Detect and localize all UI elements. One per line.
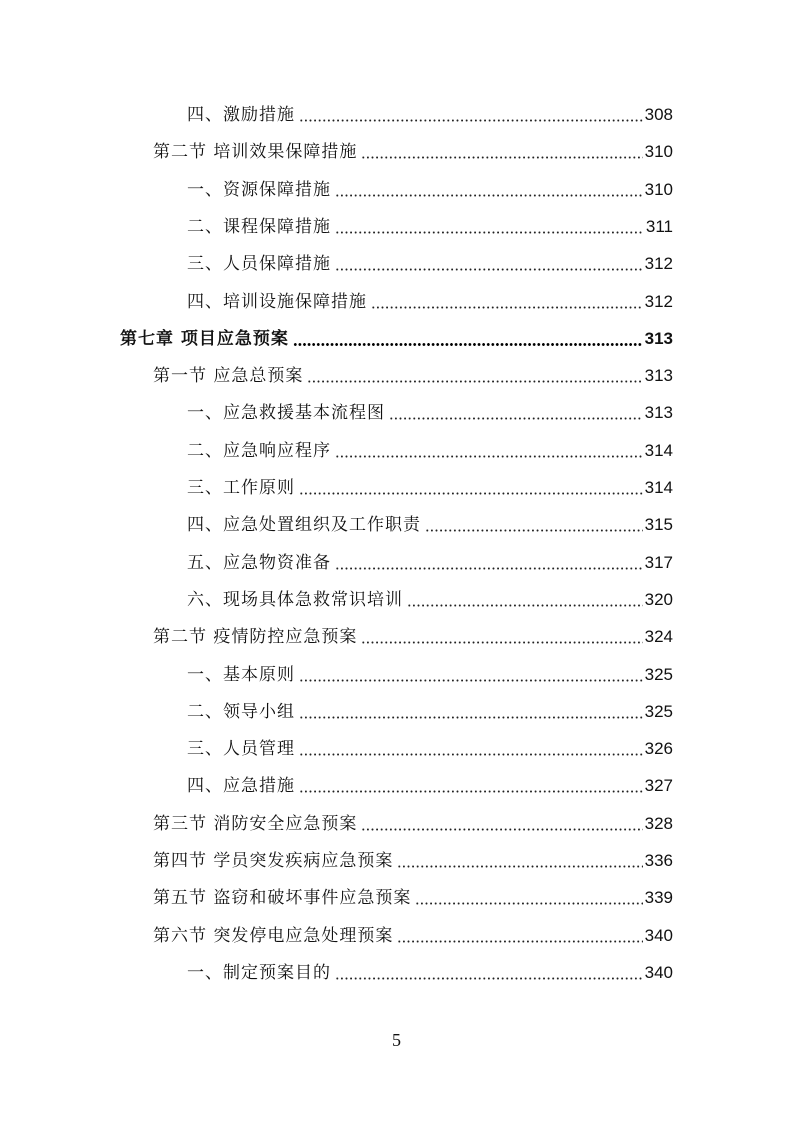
dot-leader — [335, 268, 643, 271]
dot-leader — [299, 679, 643, 682]
toc-entry-page: 313 — [644, 328, 673, 348]
toc-item-entry — [187, 177, 673, 203]
toc-item-entry — [187, 960, 673, 986]
page-number: 5 — [392, 1030, 401, 1050]
toc-item-entry — [187, 438, 673, 464]
toc-chapter-entry — [120, 326, 673, 352]
toc-entry-title: 四、激励措施 — [187, 105, 295, 125]
dot-leader — [415, 902, 642, 905]
toc-entry-title: 三、人员管理 — [187, 739, 295, 760]
toc-entry-page: 311 — [645, 216, 673, 236]
toc-entry-page: 310 — [644, 179, 673, 199]
toc-entry-page: 325 — [644, 701, 673, 721]
dot-leader — [299, 790, 643, 793]
toc-entry-page: 324 — [644, 627, 673, 647]
toc-item-entry — [187, 289, 673, 315]
toc-entry-title: 第二节 疫情防控应急预案 — [153, 627, 358, 648]
toc-entry-page: 308 — [644, 105, 673, 124]
toc-section-entry — [153, 811, 673, 837]
toc-entry-title: 六、现场具体急救常识培训 — [187, 589, 403, 610]
dot-leader — [425, 529, 643, 532]
dot-leader — [335, 455, 643, 458]
toc-entry-title: 三、工作原则 — [187, 478, 295, 498]
toc-entry-title: 三、人员保障措施 — [187, 254, 331, 275]
toc-section-entry — [153, 885, 673, 911]
toc-entry-page: 312 — [644, 254, 673, 274]
toc-entry-page: 336 — [644, 851, 673, 870]
toc-entry-page: 313 — [644, 403, 673, 423]
dot-leader — [407, 604, 643, 607]
toc-section-entry — [153, 139, 673, 165]
toc-entry-page: 340 — [644, 925, 673, 945]
toc-section-entry — [153, 923, 673, 949]
dot-leader — [293, 343, 643, 346]
toc-section-entry — [153, 363, 673, 389]
dot-leader — [299, 753, 643, 756]
toc-item-entry — [187, 550, 673, 576]
dot-leader — [371, 306, 643, 309]
dot-leader — [361, 156, 642, 159]
dot-leader — [299, 492, 643, 495]
dot-leader — [361, 828, 642, 831]
dot-leader — [335, 231, 644, 234]
toc-entry-title: 二、课程保障措施 — [187, 216, 331, 237]
dot-leader — [335, 567, 643, 570]
toc-item-entry — [187, 736, 673, 762]
toc-entry-page: 326 — [644, 739, 673, 759]
toc-entry-title: 一、制定预案目的 — [187, 962, 331, 983]
toc-entry-title: 第四节 学员突发疾病应急预案 — [153, 851, 394, 871]
toc-entry-title: 五、应急物资准备 — [187, 552, 331, 573]
toc-entry-page: 312 — [644, 291, 673, 311]
toc-entry-title: 一、应急救援基本流程图 — [187, 403, 385, 424]
toc-entry-title: 一、资源保障措施 — [187, 179, 331, 200]
toc-entry-page: 317 — [644, 552, 673, 572]
toc-entry-page: 310 — [644, 142, 673, 162]
dot-leader — [389, 417, 643, 420]
toc-item-entry — [187, 102, 673, 128]
toc-item-entry — [187, 214, 673, 240]
toc-section-entry — [153, 848, 673, 874]
toc-entry-page: 314 — [644, 478, 673, 497]
toc-item-entry — [187, 699, 673, 725]
toc-item-entry — [187, 512, 673, 538]
toc-item-entry — [187, 773, 673, 799]
toc-item-entry — [187, 662, 673, 688]
toc-entry-title: 第五节 盗窃和破坏事件应急预案 — [153, 888, 412, 909]
toc-item-entry — [187, 587, 673, 613]
toc-entry-title: 四、培训设施保障措施 — [187, 291, 367, 312]
dot-leader — [335, 977, 643, 980]
toc-entry-title: 二、应急响应程序 — [187, 440, 331, 461]
toc-entry-title: 第一节 应急总预案 — [153, 366, 304, 387]
toc-entry-title: 一、基本原则 — [187, 664, 295, 685]
toc-item-entry — [187, 251, 673, 277]
dot-leader — [335, 194, 643, 197]
toc-entry-page: 328 — [644, 813, 673, 833]
dot-leader — [397, 940, 642, 943]
dot-leader — [307, 380, 642, 383]
toc-entry-title: 二、领导小组 — [187, 701, 295, 722]
dot-leader — [361, 641, 642, 644]
toc-entry-title: 第六节 突发停电应急处理预案 — [153, 925, 394, 946]
toc-entry-title: 四、应急处置组织及工作职责 — [187, 515, 421, 536]
toc-section-entry — [153, 624, 673, 650]
dot-leader — [299, 119, 643, 122]
dot-leader — [397, 865, 642, 868]
toc-item-entry — [187, 400, 673, 426]
toc-entry-title: 第七章 项目应急预案 — [120, 328, 289, 349]
toc-entry-page: 327 — [644, 776, 673, 796]
toc-entry-page: 339 — [644, 888, 673, 908]
toc-entry-title: 第三节 消防安全应急预案 — [153, 813, 358, 834]
toc-entry-page: 340 — [644, 962, 673, 982]
toc-entry-page: 313 — [644, 366, 673, 386]
toc-entry-title: 四、应急措施 — [187, 776, 295, 797]
toc-entry-page: 320 — [644, 589, 673, 609]
toc-entry-title: 第二节 培训效果保障措施 — [153, 142, 358, 163]
dot-leader — [299, 716, 643, 719]
toc-entry-page: 325 — [644, 664, 673, 684]
toc-entry-page: 314 — [644, 440, 673, 460]
toc-item-entry — [187, 475, 673, 501]
toc-entry-page: 315 — [644, 515, 673, 535]
